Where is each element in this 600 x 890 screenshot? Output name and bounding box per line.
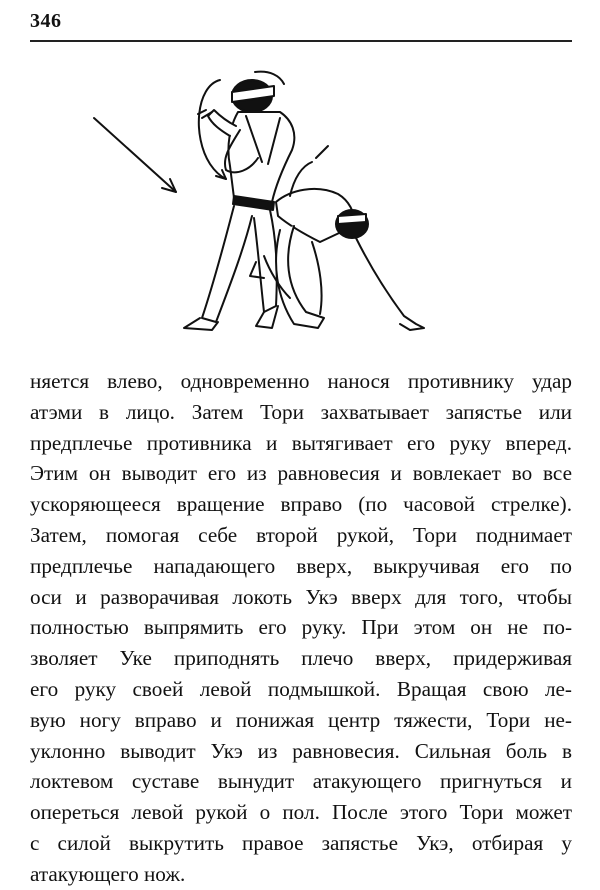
text-line: ускоряющееся вращение вправо (по часовой стрелке). (30, 492, 572, 517)
text-line: опереться левой рукой о пол. После этого Тори может (30, 800, 572, 825)
body-text (30, 366, 572, 890)
text-line: Этим он выводит его из равновесия и вовлекает во все (30, 461, 572, 486)
text-line: полностью выпрямить его руку. При этом он не по- (30, 615, 572, 640)
text-line: его руку своей левой подмышкой. Вращая свою ле- (30, 676, 572, 701)
page-number: 346 (30, 10, 62, 32)
text-line: предплечье нападающего вверх, выкручивая его по (30, 553, 572, 578)
text-line: атэми в лицо. Затем Тори захватывает запястье или (30, 399, 572, 424)
text-line: атакующего нож. (30, 861, 186, 886)
text-line: оси и разворачивая локоть Укэ вверх для того, чтобы (30, 584, 572, 609)
text-line: локтевом суставе вынудит атакующего пригнуться и (30, 769, 572, 794)
text-line: с силой выкрутить правое запястье Укэ, отбирая у (30, 830, 572, 855)
text-line: зволяет Уке приподнять плечо вверх, придерживая (30, 646, 572, 671)
text-line: уклонно выводит Укэ из равновесия. Сильная боль в (30, 738, 572, 763)
direction-arrow (94, 118, 176, 192)
judo-illustration (80, 66, 440, 346)
text-line: няется влево, одновременно нанося противнику удар (30, 369, 572, 393)
text-line: предплечье противника и вытягивает его руку вперед. (30, 430, 572, 455)
text-line: Затем, помогая себе второй рукой, Тори поднимает (30, 522, 572, 547)
page-header (30, 8, 572, 42)
judo-wrist-lock-illustration (80, 66, 440, 346)
text-line: вую ногу вправо и понижая центр тяжести, Тори не- (30, 707, 572, 732)
